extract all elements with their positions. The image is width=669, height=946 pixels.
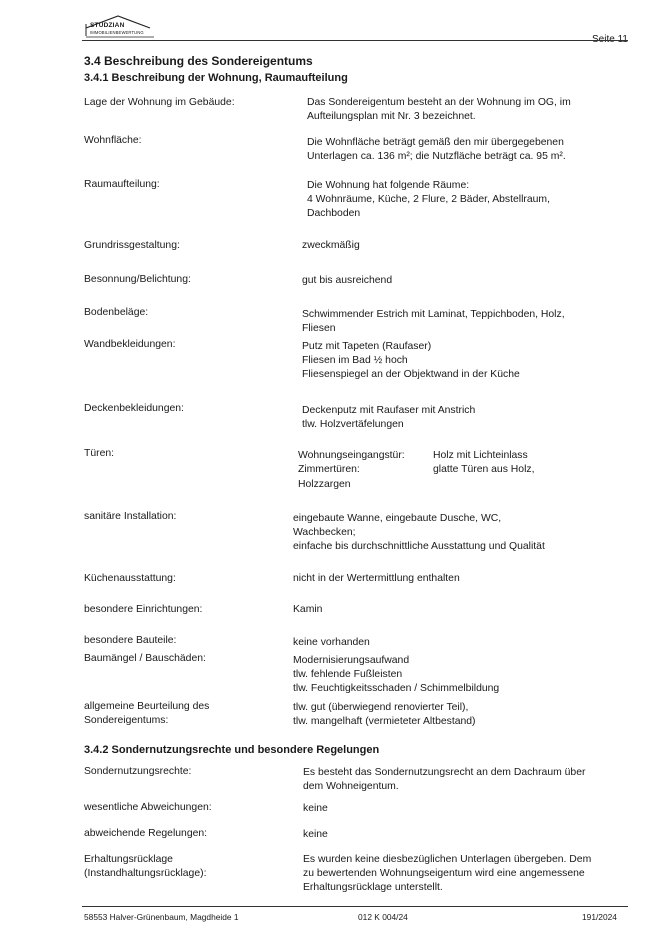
value-einrichtungen (293, 603, 322, 617)
value-line: gut bis ausreichend (302, 275, 393, 286)
value-line: glatte Türen aus Holz, (433, 464, 535, 475)
footer-document-number: 191/2024 (582, 912, 617, 922)
value-line: nicht in der Wertermittlung enthalten (293, 573, 460, 584)
value-besonnung (302, 274, 392, 288)
label-raumaufteilung: Raumaufteilung: (84, 179, 160, 190)
value-line: dem Wohneigentum. (303, 781, 399, 792)
value-line: Putz mit Tapeten (Raufaser) (302, 341, 432, 352)
value-line: Fliesenspiegel an der Objektwand in der Küche (302, 369, 520, 380)
label-line: Erhaltungsrücklage (84, 854, 173, 865)
value-line: tlw. fehlende Fußleisten (293, 669, 403, 680)
value-line: Es besteht das Sondernutzungsrecht an dem Dachraum über (303, 767, 586, 778)
label-sanitaer: sanitäre Installation: (84, 511, 177, 522)
value-line: Unterlagen ca. 136 m²; die Nutzfläche beträgt ca. 95 m². (307, 151, 566, 162)
value-line: Deckenputz mit Raufaser mit Anstrich (302, 405, 476, 416)
value-regelungen (303, 828, 328, 842)
footer-case-number: 012 K 004/24 (358, 912, 408, 922)
logo-subtitle: IMMOBILIENBEWERTUNG (90, 30, 144, 35)
subsection-title-341: 3.4.1 Beschreibung der Wohnung, Raumaufteilung (84, 72, 348, 84)
value-erhaltung (303, 853, 591, 895)
value-line: keine (303, 803, 328, 814)
value-tueren-left (298, 449, 405, 492)
header-divider (82, 40, 628, 41)
label-erhaltung (84, 853, 206, 881)
subsection-title-342: 3.4.2 Sondernutzungsrechte und besondere Regelungen (84, 744, 380, 756)
value-line: 4 Wohnräume, Küche, 2 Flure, 2 Bäder, Abstellraum, (307, 194, 550, 205)
value-line: Dachboden (307, 208, 361, 219)
label-einrichtungen: besondere Einrichtungen: (84, 604, 203, 615)
value-line: Fliesen (302, 323, 336, 334)
value-line: einfache bis durchschnittliche Ausstattung und Qualität (293, 541, 545, 552)
value-line: zu bewertenden Wohnungseigentum wird eine angemessene (303, 868, 585, 879)
label-wohnflaeche: Wohnfläche: (84, 135, 142, 146)
value-line: Wachbecken; (293, 527, 356, 538)
label-boden: Bodenbeläge: (84, 307, 149, 318)
footer-divider (82, 906, 628, 907)
value-wohnflaeche (307, 136, 566, 164)
value-line: Es wurden keine diesbezüglichen Unterlagen übergeben. Dem (303, 854, 592, 865)
value-line: Die Wohnfläche beträgt gemäß den mir übergegebenen (307, 137, 564, 148)
value-line: tlw. Feuchtigkeitsschaden / Schimmelbildung (293, 683, 500, 694)
value-line: Erhaltungsrücklage unterstellt. (303, 882, 443, 893)
value-tueren-right (433, 449, 534, 477)
label-tueren: Türen: (84, 448, 115, 459)
value-grundriss (302, 239, 360, 253)
value-line: Das Sondereigentum besteht an der Wohnung im OG, im (307, 97, 571, 108)
value-line: Wohnungseingangstür: (298, 450, 405, 461)
section-title: 3.4 Beschreibung des Sondereigentums (84, 54, 313, 68)
value-line: Holz mit Lichteinlass (433, 450, 528, 461)
value-line: Aufteilungsplan mit Nr. 3 bezeichnet. (307, 111, 476, 122)
value-bauteile (293, 636, 370, 650)
value-raumaufteilung (307, 179, 550, 221)
value-kueche (293, 572, 460, 586)
page-number: Seite 11 (592, 34, 628, 45)
value-line: zweckmäßig (302, 240, 360, 251)
value-sanitaer (293, 512, 545, 554)
label-line: Sondereigentums: (84, 715, 169, 726)
label-line: (Instandhaltungsrücklage): (84, 868, 207, 879)
value-line: tlw. mangelhaft (vermieteter Altbestand) (293, 716, 476, 727)
value-line: eingebaute Wanne, eingebaute Dusche, WC, (293, 513, 502, 524)
value-line: Fliesen im Bad ½ hoch (302, 355, 408, 366)
value-abweichungen (303, 802, 328, 816)
label-wand: Wandbekleidungen: (84, 339, 176, 350)
logo-name: STUDZIAN (90, 22, 125, 29)
value-beurteilung (293, 701, 476, 729)
label-besonnung: Besonnung/Belichtung: (84, 274, 191, 285)
label-grundriss: Grundrissgestaltung: (84, 240, 180, 251)
label-decke: Deckenbekleidungen: (84, 403, 184, 414)
value-line: Zimmertüren: (298, 464, 360, 475)
label-kueche: Küchenausstattung: (84, 573, 176, 584)
value-line: Holzzargen (298, 479, 351, 490)
footer-address: 58553 Halver-Grünenbaum, Magdheide 1 (84, 912, 239, 922)
label-beurteilung (84, 700, 209, 728)
label-regelungen: abweichende Regelungen: (84, 828, 208, 839)
value-lage (307, 96, 571, 124)
value-wand (302, 340, 520, 382)
value-sondernutzung (303, 766, 585, 794)
label-maengel: Baumängel / Bauschäden: (84, 653, 206, 664)
value-line: Schwimmender Estrich mit Laminat, Teppichboden, Holz, (302, 309, 565, 320)
value-line: keine (303, 829, 328, 840)
value-maengel (293, 654, 499, 696)
label-bauteile: besondere Bauteile: (84, 635, 177, 646)
label-abweichungen: wesentliche Abweichungen: (84, 802, 212, 813)
value-decke (302, 404, 475, 432)
value-line: Modernisierungsaufwand (293, 655, 410, 666)
value-boden (302, 308, 565, 336)
company-logo (84, 14, 158, 40)
value-line: tlw. gut (überwiegend renovierter Teil), (293, 702, 469, 713)
label-line: allgemeine Beurteilung des (84, 701, 210, 712)
label-lage: Lage der Wohnung im Gebäude: (84, 97, 235, 108)
value-line: Kamin (293, 604, 323, 615)
value-line: Die Wohnung hat folgende Räume: (307, 180, 470, 191)
label-sondernutzung: Sondernutzungsrechte: (84, 766, 192, 777)
value-line: tlw. Holzvertäfelungen (302, 419, 404, 430)
value-line: keine vorhanden (293, 637, 370, 648)
